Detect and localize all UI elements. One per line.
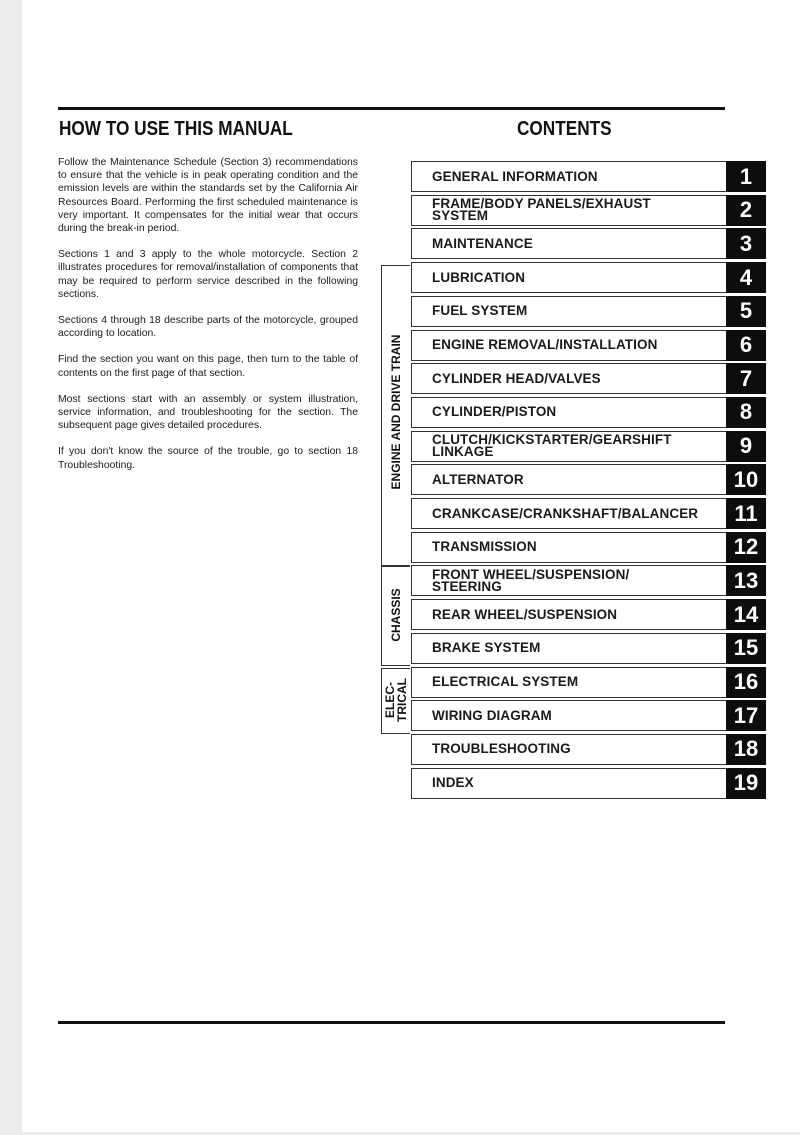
toc-entry-label: CYLINDER/PISTON	[432, 404, 557, 420]
how-to-use-heading: HOW TO USE THIS MANUAL	[59, 118, 293, 140]
toc-entry-label: INDEX	[432, 775, 474, 791]
toc-entry-label: CLUTCH/KICKSTARTER/GEARSHIFT LINKAGE	[432, 432, 672, 460]
intro-paragraph: Find the section you want on this page, then turn to the table of contents on the first page of that section.	[58, 354, 358, 379]
engine-group-label: ENGINE AND DRIVE TRAIN	[389, 334, 403, 490]
toc-section-number: 18	[726, 734, 766, 765]
intro-text	[58, 156, 358, 485]
toc-section-number: 4	[726, 262, 766, 293]
toc-entry-label: ENGINE REMOVAL/INSTALLATION	[432, 337, 658, 352]
toc-entry-label: FRAME/BODY PANELS/EXHAUST SYSTEM	[432, 196, 651, 224]
toc-section-number: 9	[726, 431, 766, 462]
toc-entry-box	[411, 565, 727, 596]
toc-entry[interactable]	[411, 734, 766, 765]
intro-paragraph: Sections 4 through 18 describe parts of the motorcycle, grouped according to location.	[58, 315, 358, 340]
intro-paragraph: Sections 1 and 3 apply to the whole motorcycle. Section 2 illustrates procedures for removal/installation of components that may be required to perform service described in the following sections.	[58, 249, 358, 300]
electrical-group-label	[384, 670, 408, 730]
toc-section-number: 1	[726, 161, 766, 192]
toc-entry-label: GENERAL INFORMATION	[432, 168, 598, 184]
toc-section-number: 5	[726, 296, 766, 327]
toc-entry[interactable]	[411, 532, 766, 563]
toc-section-number: 17	[726, 700, 766, 731]
toc-entry[interactable]	[411, 464, 766, 495]
toc-section-number: 2	[726, 195, 766, 226]
toc-entry-box	[411, 431, 727, 462]
toc-entry-label: REAR WHEEL/SUSPENSION	[432, 606, 618, 622]
toc-entry[interactable]	[411, 262, 766, 293]
intro-paragraph: Most sections start with an assembly or system illustration, service information, and troubleshooting for the section. The subsequent page gives detailed procedures.	[58, 393, 358, 432]
toc-entry[interactable]	[411, 161, 766, 192]
toc-section-number: 14	[726, 599, 766, 630]
toc-section-number: 10	[726, 464, 766, 495]
toc-entry-box	[411, 195, 727, 226]
toc-entry-label: CYLINDER HEAD/VALVES	[432, 370, 601, 386]
toc-entry[interactable]	[411, 667, 766, 698]
toc-section-number: 7	[726, 363, 766, 394]
toc-entry-label: CRANKCASE/CRANKSHAFT/BALANCER	[432, 505, 699, 521]
toc-entry[interactable]	[411, 768, 766, 799]
toc-entry-box	[411, 633, 727, 664]
toc-entry[interactable]	[411, 363, 766, 394]
toc-section-number: 12	[726, 532, 766, 563]
toc-entry-box	[411, 768, 727, 799]
toc-section-number: 19	[726, 768, 766, 799]
toc-entry-box	[411, 532, 727, 563]
toc-section-number: 13	[726, 565, 766, 596]
toc-section-number: 6	[726, 330, 766, 361]
toc-entry[interactable]	[411, 599, 766, 630]
toc-entry[interactable]	[411, 498, 766, 529]
toc-entry-box	[411, 330, 727, 361]
contents-heading: CONTENTS	[517, 118, 612, 140]
toc-entry-label: MAINTENANCE	[432, 235, 533, 251]
manual-page	[22, 0, 800, 1132]
intro-paragraph: If you don't know the source of the trouble, go to section 18 Troubleshooting.	[58, 446, 358, 471]
toc-section-number: 11	[726, 498, 766, 529]
electrical-label-line2: TRICAL	[395, 678, 409, 722]
toc-entry-box	[411, 262, 727, 293]
toc-entry[interactable]	[411, 296, 766, 327]
toc-section-number: 16	[726, 667, 766, 698]
chassis-group-label: CHASSIS	[389, 588, 403, 642]
toc-entry[interactable]	[411, 228, 766, 259]
toc-entry-label: WIRING DIAGRAM	[432, 707, 552, 723]
toc-entry-label: ELECTRICAL SYSTEM	[432, 674, 579, 689]
toc-entry-box	[411, 228, 727, 259]
top-rule	[58, 107, 725, 110]
toc-entry[interactable]	[411, 565, 766, 596]
toc-entry-box	[411, 700, 727, 731]
intro-paragraph: Follow the Maintenance Schedule (Section 3) recommendations to ensure that the vehicle is in peak operating condition and the emission levels are within the standards set by the California Air Resources Board. Performing the first scheduled maintenance is very important. It compensates for the initial wear that occurs during the break-in period.	[58, 157, 358, 235]
toc-entry-label: TROUBLESHOOTING	[432, 741, 571, 757]
toc-entry-box	[411, 734, 727, 765]
toc-entry-box	[411, 296, 727, 327]
toc-entry-box	[411, 397, 727, 428]
toc-entry-box	[411, 599, 727, 630]
toc-entry[interactable]	[411, 195, 766, 226]
toc-entry-label: BRAKE SYSTEM	[432, 640, 541, 656]
toc-entry-box	[411, 667, 727, 698]
toc-entry-box	[411, 161, 727, 192]
toc-entry-label: TRANSMISSION	[432, 539, 537, 555]
toc-entry-label: FUEL SYSTEM	[432, 303, 528, 319]
toc-entry[interactable]	[411, 633, 766, 664]
toc-entry-label: FRONT WHEEL/SUSPENSION/ STEERING	[432, 566, 630, 594]
toc-section-number: 8	[726, 397, 766, 428]
electrical-label-line1: ELEC-	[383, 682, 397, 718]
toc-entry-label: LUBRICATION	[432, 269, 526, 285]
toc-entry[interactable]	[411, 700, 766, 731]
toc-entry-box	[411, 464, 727, 495]
toc-entry-box	[411, 363, 727, 394]
toc-entry[interactable]	[411, 431, 766, 462]
toc-entry[interactable]	[411, 330, 766, 361]
bottom-rule	[58, 1021, 725, 1024]
toc-section-number: 15	[726, 633, 766, 664]
toc-entry-label: ALTERNATOR	[432, 471, 524, 487]
toc-entry[interactable]	[411, 397, 766, 428]
toc-section-number: 3	[726, 228, 766, 259]
toc-entry-box	[411, 498, 727, 529]
